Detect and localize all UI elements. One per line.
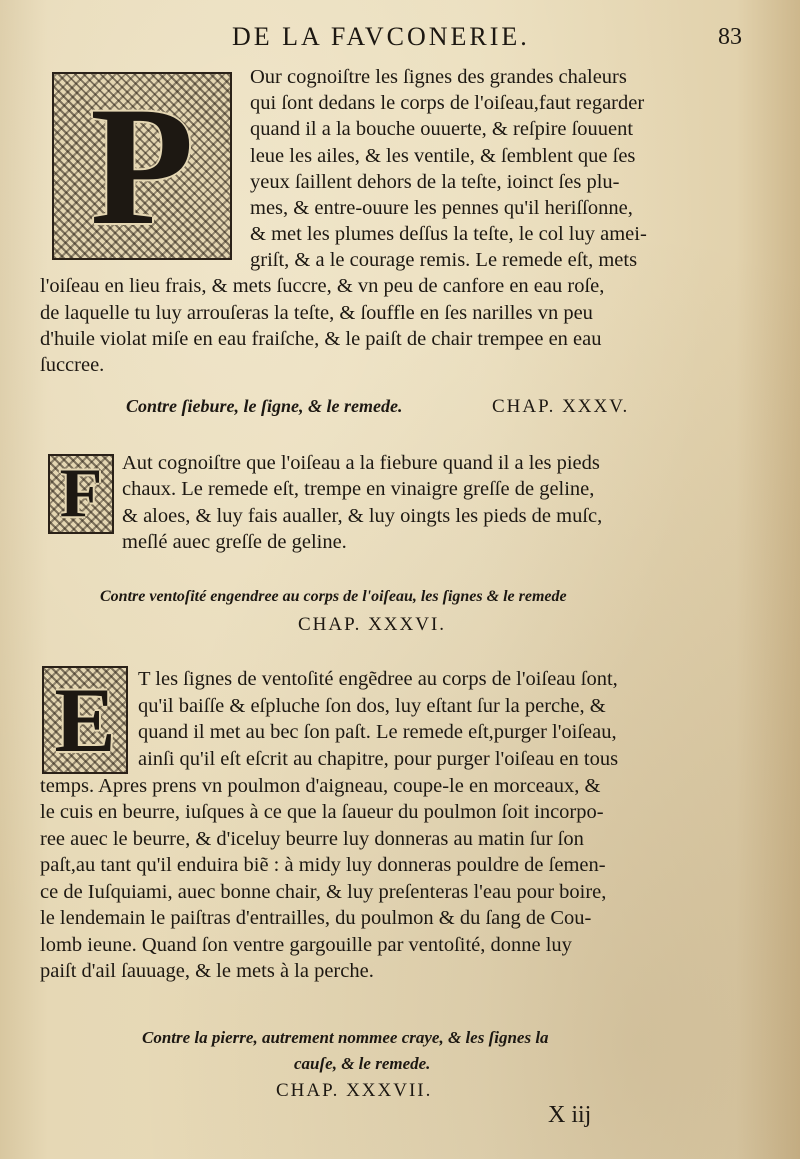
text-line: Aut cognoiſtre que l'oiſeau a la fiebure quand il a les pieds <box>122 452 600 474</box>
text-line: yeux ſaillent dehors de la teſte, ioinct ſes plu- <box>250 171 620 193</box>
text-line: meſlé auec greſſe de geline. <box>122 531 347 553</box>
text-line: quand il a la bouche ouuerte, & reſpire ſouuent <box>250 118 634 140</box>
text-line: griſt, & a le courage remis. Le remede eſt, mets <box>250 249 638 271</box>
text-line: lomb ieune. Quand ſon ventre gargouille par ventoſité, donne luy <box>40 934 572 956</box>
text-line: leue les ailes, & les ventile, & ſemblent que ſes <box>250 145 636 167</box>
text-line: T les ſignes de ventoſité engẽdree au corps de l'oiſeau ſont, <box>138 668 618 690</box>
page-header <box>0 22 800 56</box>
text-line: ce de Iuſquiami, auec bonne chair, & luy preſenteras l'eau pour boire, <box>40 881 607 903</box>
text-line: ree auec le beurre, & d'iceluy beurre luy donneras au matin ſur ſon <box>40 828 584 850</box>
initial-letter: E <box>54 669 116 771</box>
chapter-caption-line-1: Contre la pierre, autrement nommee craye, & les ſignes la <box>142 1028 549 1047</box>
text-line: & aloes, & luy fais aualler, & luy oingts les pieds de muſc, <box>122 505 603 527</box>
text-line: le lendemain le paiſtras d'entrailles, du poulmon & du ſang de Cou- <box>40 907 592 929</box>
text-line: l'oiſeau en lieu frais, & mets ſuccre, & vn peu de canfore en eau roſe, <box>40 275 605 297</box>
text-line: chaux. Le remede eſt, trempe en vinaigre greſſe de geline, <box>122 478 595 500</box>
text-line: & met les plumes deſſus la teſte, le col luy amei- <box>250 223 647 245</box>
chapter-caption: Contre ventoſité engendree au corps de l'oiſeau, les ſignes & le remede <box>100 588 567 605</box>
text-line: qu'il baiſſe & eſpluche ſon dos, luy eſtant ſur la perche, & <box>138 695 606 717</box>
chapter-number: CHAP. XXXVII. <box>276 1080 433 1101</box>
text-line: temps. Apres prens vn poulmon d'aigneau, coupe-le en morceaux, & <box>40 775 601 797</box>
decorated-initial-e <box>42 666 128 774</box>
chapter-number: CHAP. XXXVI. <box>298 614 447 635</box>
text-line: d'huile violat miſe en eau fraiſche, & le paiſt de chair trempee en eau <box>40 328 602 350</box>
chapter-caption: Contre ſiebure, le ſigne, & le remede. <box>126 396 403 416</box>
text-line: quand il met au bec ſon paſt. Le remede eſt,purger l'oiſeau, <box>138 721 617 743</box>
text-line: le cuis en beurre, iuſques à ce que la ſaueur du poulmon ſoit incorpo- <box>40 801 604 823</box>
initial-letter: F <box>59 455 103 532</box>
page-number: 83 <box>718 24 742 50</box>
running-head: DE LA FAVCONERIE. <box>232 22 530 51</box>
text-line: de laquelle tu luy arrouſeras la teſte, & ſouffle en ſes narilles vn peu <box>40 302 593 324</box>
chapter-caption-line-2: cauſe, & le remede. <box>294 1054 431 1073</box>
text-line: Our cognoiſtre les ſignes des grandes chaleurs <box>250 66 627 88</box>
signature-mark: X iij <box>548 1102 592 1128</box>
decorated-initial-f <box>48 454 114 534</box>
text-line: paiſt d'ail ſauuage, & le mets à la perche. <box>40 960 374 982</box>
text-line: mes, & entre-ouure les pennes qu'il heriſſonne, <box>250 197 633 219</box>
text-line: qui ſont dedans le corps de l'oiſeau,faut regarder <box>250 92 645 114</box>
initial-letter: P <box>90 71 194 260</box>
text-line: ainſi qu'il eſt eſcrit au chapitre, pour purger l'oiſeau en tous <box>138 748 619 770</box>
text-line: paſt,au tant qu'il enduira biẽ : à midy luy donneras pouldre de ſemen- <box>40 854 606 876</box>
decorated-initial-p <box>52 72 232 260</box>
text-line: ſuccree. <box>40 354 105 376</box>
chapter-number: CHAP. XXXV. <box>492 396 630 417</box>
